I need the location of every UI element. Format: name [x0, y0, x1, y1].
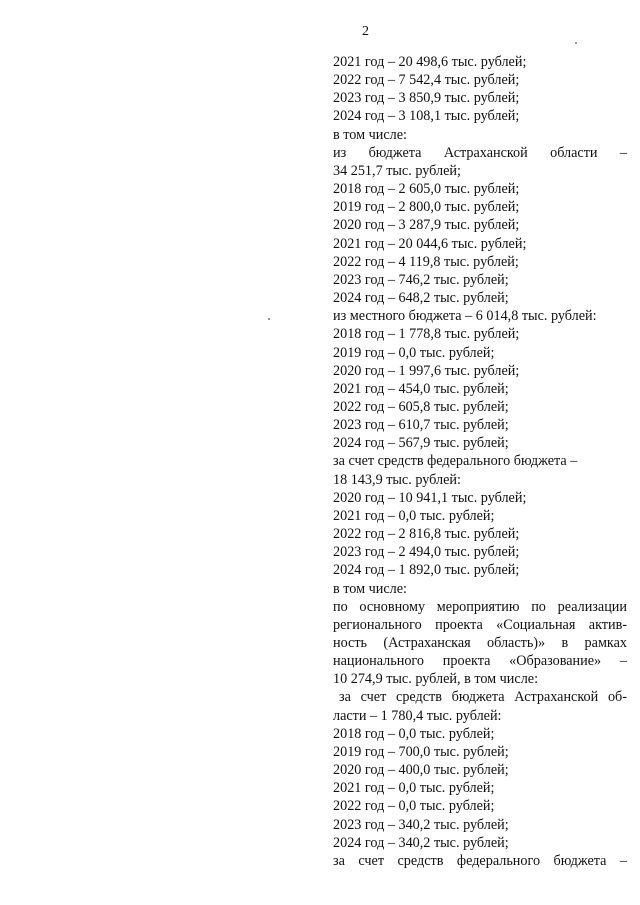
text-line: 2019 год – 700,0 тыс. рублей; — [333, 743, 509, 760]
text-line: 2023 год – 610,7 тыс. рублей; — [333, 417, 509, 434]
text-line: 2024 год – 340,2 тыс. рублей; — [333, 834, 509, 851]
text-line: 2024 год – 648,2 тыс. рублей; — [333, 290, 509, 307]
text-line: 2020 год – 3 287,9 тыс. рублей; — [333, 217, 520, 234]
budget-text-column — [333, 53, 627, 870]
text-line: 2022 год – 0,0 тыс. рублей; — [333, 798, 495, 815]
text-line: 2022 год – 2 816,8 тыс. рублей; — [333, 526, 520, 543]
text-line: 2022 год – 7 542,4 тыс. рублей; — [333, 72, 520, 89]
text-line: по основному мероприятию по реализации — [333, 598, 627, 615]
text-line: 2021 год – 20 498,6 тыс. рублей; — [333, 54, 527, 70]
text-line: 10 274,9 тыс. рублей, в том числе: — [333, 671, 539, 688]
text-line: за счет средств бюджета Астраханской об- — [339, 689, 627, 706]
text-line: 2021 год – 0,0 тыс. рублей; — [333, 507, 495, 524]
text-line: 18 143,9 тыс. рублей: — [333, 471, 461, 488]
text-line: 2018 год – 2 605,0 тыс. рублей; — [333, 181, 520, 198]
text-line: регионального проекта «Социальная актив- — [333, 616, 627, 633]
text-line: 2024 год – 1 892,0 тыс. рублей; — [333, 562, 520, 579]
text-line: 2020 год – 10 941,1 тыс. рублей; — [333, 489, 527, 506]
text-line: 2024 год – 567,9 тыс. рублей; — [333, 435, 509, 452]
text-line: за счет средств федерального бюджета – — [333, 453, 578, 470]
text-line: 2022 год – 4 119,8 тыс. рублей; — [333, 253, 519, 270]
text-line: 2023 год – 2 494,0 тыс. рублей; — [333, 544, 520, 561]
text-line: из бюджета Астраханской области – — [333, 144, 627, 161]
text-line: 2023 год – 3 850,9 тыс. рублей; — [333, 90, 520, 107]
text-line: 34 251,7 тыс. рублей; — [333, 162, 461, 179]
text-line: 2020 год – 400,0 тыс. рублей; — [333, 762, 509, 779]
text-line: из местного бюджета – 6 014,8 тыс. рублей: — [333, 308, 597, 325]
text-line: 2020 год – 1 997,6 тыс. рублей; — [333, 362, 520, 379]
text-line: национального проекта «Образование» – — [333, 653, 627, 670]
text-line: 2021 год – 454,0 тыс. рублей; — [333, 380, 509, 397]
text-line: 2019 год – 0,0 тыс. рублей; — [333, 344, 495, 361]
text-line: за счет средств федерального бюджета – — [333, 852, 627, 869]
text-line: 2023 год – 746,2 тыс. рублей; — [333, 271, 509, 288]
scan-speck — [575, 42, 577, 44]
page-number: 2 — [362, 24, 369, 39]
text-line: 2023 год – 340,2 тыс. рублей; — [333, 816, 509, 833]
text-line: ласти – 1 780,4 тыс. рублей: — [333, 707, 502, 724]
text-line: в том числе: — [333, 126, 407, 143]
text-line: 2024 год – 3 108,1 тыс. рублей; — [333, 108, 520, 125]
text-line: 2021 год – 20 044,6 тыс. рублей; — [333, 235, 527, 252]
text-line: 2022 год – 605,8 тыс. рублей; — [333, 398, 509, 415]
scan-speck — [268, 318, 270, 320]
text-line: ность (Астраханская область)» в рамках — [333, 635, 627, 651]
text-line: в том числе: — [333, 580, 407, 597]
text-line: 2019 год – 2 800,0 тыс. рублей; — [333, 199, 520, 216]
text-line: 2018 год – 0,0 тыс. рублей; — [333, 725, 495, 742]
text-line: 2018 год – 1 778,8 тыс. рублей; — [333, 326, 520, 343]
text-line: 2021 год – 0,0 тыс. рублей; — [333, 780, 495, 797]
